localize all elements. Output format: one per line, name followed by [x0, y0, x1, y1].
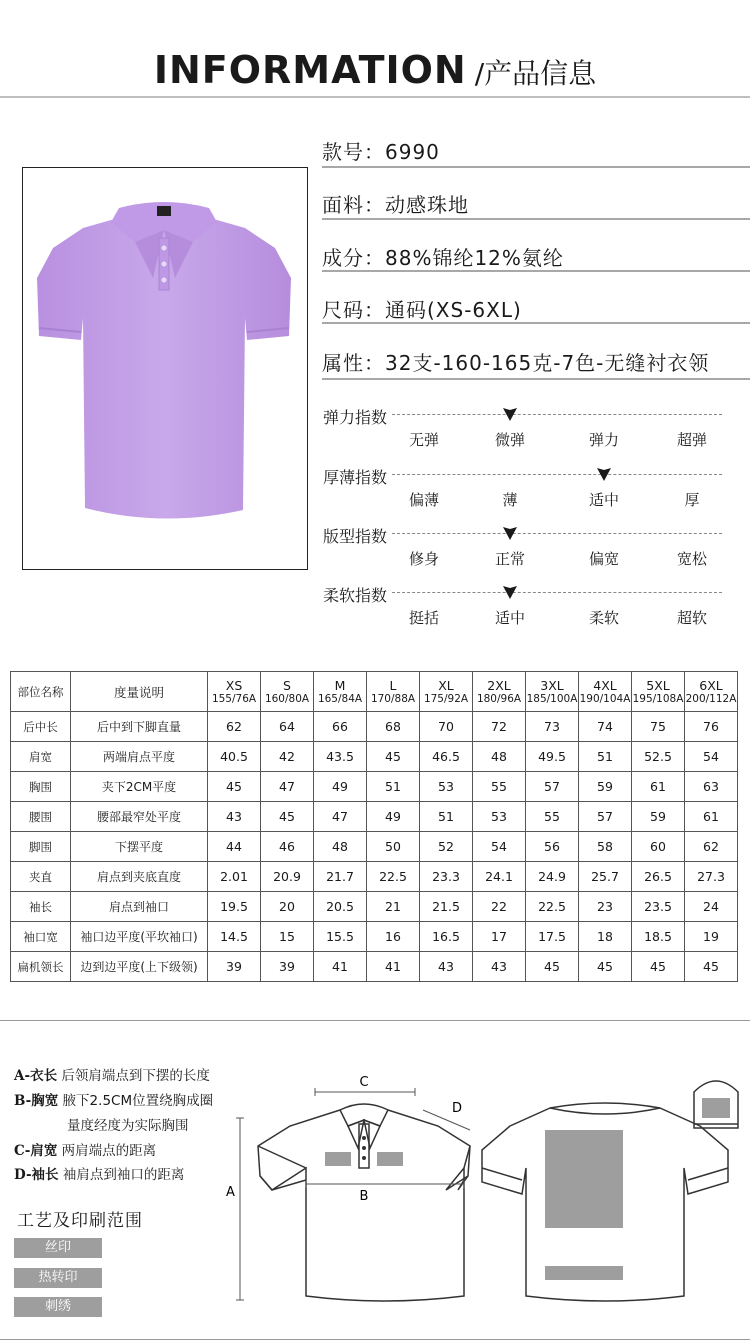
table-cell: 21.5 [420, 892, 473, 922]
table-row [11, 952, 738, 982]
table-cell: 42 [261, 742, 314, 772]
row-part: 脚围 [11, 832, 71, 862]
index-scale-line [392, 592, 722, 593]
info-size-range-text: 尺码：通码(XS-6XL) [322, 298, 522, 322]
table-cell: 52.5 [632, 742, 685, 772]
header-part: 部位名称 [11, 672, 71, 712]
table-cell: 55 [473, 772, 526, 802]
size-label: XL [438, 677, 454, 693]
size-label: S [283, 677, 291, 693]
title-en: INFORMATION [153, 48, 467, 92]
table-cell: 62 [208, 712, 261, 742]
size-code: 155/76A [211, 692, 257, 705]
header-size [685, 672, 738, 712]
row-part: 夹直 [11, 862, 71, 892]
table-cell: 26.5 [632, 862, 685, 892]
index-option: 正常 [494, 550, 525, 568]
table-row [11, 892, 738, 922]
size-label: 5XL [646, 677, 670, 693]
table-cell: 45 [579, 952, 632, 982]
legend-key: C-肩宽 [14, 1143, 58, 1159]
index-scale-line [392, 414, 722, 415]
row-part: 袖长 [11, 892, 71, 922]
table-cell: 20 [261, 892, 314, 922]
header-desc: 度量说明 [71, 672, 208, 712]
page-title [0, 48, 750, 92]
table-cell: 51 [367, 772, 420, 802]
table-cell: 25.7 [579, 862, 632, 892]
table-cell: 59 [632, 802, 685, 832]
table-cell: 74 [579, 712, 632, 742]
table-row [11, 862, 738, 892]
header-size [632, 672, 685, 712]
print-area-back-hem [545, 1266, 623, 1280]
header-size [208, 672, 261, 712]
table-cell: 55 [526, 802, 579, 832]
info-divider [322, 218, 750, 220]
table-row [11, 742, 738, 772]
legend-item [14, 1089, 213, 1109]
table-cell: 53 [473, 802, 526, 832]
table-cell: 49 [314, 772, 367, 802]
table-cell: 18.5 [632, 922, 685, 952]
selected-marker-icon [596, 466, 612, 482]
craft-title: 工艺及印刷范围 [17, 1211, 143, 1231]
info-composition-text: 成分：88%锦纶12%氨纶 [322, 246, 564, 270]
size-code: 185/100A [526, 692, 578, 705]
info-divider [322, 166, 750, 168]
info-attributes [322, 347, 750, 376]
legend-item [67, 1114, 189, 1134]
table-cell: 51 [420, 802, 473, 832]
table-cell: 22.5 [526, 892, 579, 922]
row-part: 肩宽 [11, 742, 71, 772]
dimension-label-c: C [359, 1075, 369, 1090]
row-desc: 肩点到夹底直度 [71, 862, 208, 892]
info-fabric-text: 面料：动感珠地 [322, 193, 469, 217]
table-cell: 45 [685, 952, 738, 982]
selected-marker-icon [502, 584, 518, 600]
index-scale-line [392, 533, 722, 534]
legend-text: 两肩端点的距离 [61, 1143, 157, 1159]
table-cell: 64 [261, 712, 314, 742]
table-cell: 47 [261, 772, 314, 802]
size-code: 175/92A [423, 692, 469, 705]
index-option: 适中 [588, 491, 619, 509]
size-table [10, 671, 738, 982]
table-cell: 27.3 [685, 862, 738, 892]
dimension-label-d: D [452, 1101, 463, 1116]
header-size [367, 672, 420, 712]
info-style-text: 款号：6990 [322, 140, 440, 164]
table-cell: 49 [367, 802, 420, 832]
size-code: 165/84A [317, 692, 363, 705]
table-cell: 73 [526, 712, 579, 742]
table-cell: 45 [632, 952, 685, 982]
row-part: 腰围 [11, 802, 71, 832]
size-label: 6XL [699, 677, 723, 693]
dimension-label-a: A [226, 1185, 235, 1200]
selected-marker-icon [502, 406, 518, 422]
table-cell: 17.5 [526, 922, 579, 952]
table-cell: 16.5 [420, 922, 473, 952]
table-cell: 40.5 [208, 742, 261, 772]
table-cell: 59 [579, 772, 632, 802]
table-cell: 46.5 [420, 742, 473, 772]
info-composition [322, 242, 750, 271]
table-cell: 47 [314, 802, 367, 832]
index-label: 版型指数 [323, 527, 388, 546]
table-cell: 68 [367, 712, 420, 742]
product-photo [22, 167, 308, 570]
print-area-back [545, 1130, 623, 1228]
table-cell: 45 [367, 742, 420, 772]
header-size [420, 672, 473, 712]
table-cell: 45 [526, 952, 579, 982]
header-size [261, 672, 314, 712]
row-desc: 夹下2CM平度 [71, 772, 208, 802]
table-cell: 41 [314, 952, 367, 982]
info-attributes-text: 属性：32支-160-165克-7色-无缝衬衣领 [322, 351, 710, 375]
header-size [579, 672, 632, 712]
craft-method-heat-transfer: 热转印 [14, 1268, 102, 1288]
table-row [11, 712, 738, 742]
section-divider [0, 1020, 750, 1021]
table-cell: 15 [261, 922, 314, 952]
table-cell: 19 [685, 922, 738, 952]
index-option: 修身 [408, 550, 439, 568]
table-cell: 56 [526, 832, 579, 862]
header-size [314, 672, 367, 712]
index-option: 宽松 [676, 550, 707, 568]
table-row [11, 802, 738, 832]
info-divider [322, 378, 750, 380]
index-option: 适中 [494, 609, 525, 627]
legend-key: A-衣长 [14, 1068, 58, 1084]
size-code: 195/108A [632, 692, 684, 705]
legend-text: 腋下2.5CM位置绕胸成圈 [62, 1093, 214, 1109]
table-cell: 20.9 [261, 862, 314, 892]
table-cell: 50 [367, 832, 420, 862]
header-size [526, 672, 579, 712]
polo-shirt-image [23, 168, 306, 568]
table-cell: 19.5 [208, 892, 261, 922]
table-row [11, 772, 738, 802]
table-cell: 43 [420, 952, 473, 982]
size-code: 200/112A [685, 692, 737, 705]
info-fabric [322, 189, 750, 218]
index-scale-line [392, 474, 722, 475]
table-cell: 45 [261, 802, 314, 832]
table-cell: 75 [632, 712, 685, 742]
index-label: 柔软指数 [323, 586, 388, 605]
table-cell: 22 [473, 892, 526, 922]
row-part: 后中长 [11, 712, 71, 742]
size-code: 180/96A [476, 692, 522, 705]
craft-method-embroidery: 刺绣 [14, 1297, 102, 1317]
table-cell: 17 [473, 922, 526, 952]
selected-marker-icon [502, 525, 518, 541]
table-cell: 23 [579, 892, 632, 922]
row-part: 胸围 [11, 772, 71, 802]
table-cell: 57 [579, 802, 632, 832]
size-label: M [334, 677, 346, 693]
table-cell: 24.1 [473, 862, 526, 892]
table-cell: 39 [261, 952, 314, 982]
header-size [473, 672, 526, 712]
measurement-diagram [220, 1068, 740, 1340]
size-label: 2XL [487, 677, 511, 693]
table-cell: 22.5 [367, 862, 420, 892]
table-cell: 58 [579, 832, 632, 862]
table-cell: 43.5 [314, 742, 367, 772]
index-label: 厚薄指数 [323, 468, 388, 487]
table-cell: 24.9 [526, 862, 579, 892]
legend-key: D-袖长 [14, 1167, 59, 1183]
legend-text: 袖肩点到袖口的距离 [62, 1167, 185, 1183]
size-label: 4XL [593, 677, 617, 693]
table-cell: 44 [208, 832, 261, 862]
table-cell: 57 [526, 772, 579, 802]
table-cell: 62 [685, 832, 738, 862]
table-cell: 21.7 [314, 862, 367, 892]
index-option: 薄 [502, 491, 518, 509]
craft-method-screen-print: 丝印 [14, 1238, 102, 1258]
legend-item [14, 1064, 210, 1084]
table-cell: 70 [420, 712, 473, 742]
dimension-label-b: B [359, 1189, 369, 1204]
table-cell: 2.01 [208, 862, 261, 892]
index-option: 偏薄 [408, 491, 439, 509]
table-cell: 66 [314, 712, 367, 742]
legend-text: 量度经度为实际胸围 [67, 1118, 189, 1134]
index-option: 超弹 [676, 431, 707, 449]
row-desc: 后中到下脚直量 [71, 712, 208, 742]
legend-key: B-胸宽 [14, 1093, 59, 1109]
header-divider [0, 96, 750, 98]
size-label: L [389, 677, 397, 693]
row-desc: 下摆平度 [71, 832, 208, 862]
table-cell: 43 [473, 952, 526, 982]
index-option: 挺括 [408, 609, 439, 627]
table-cell: 60 [632, 832, 685, 862]
table-cell: 46 [261, 832, 314, 862]
table-cell: 54 [473, 832, 526, 862]
table-cell: 24 [685, 892, 738, 922]
row-desc: 边到边平度(上下级领) [71, 952, 208, 982]
table-cell: 48 [473, 742, 526, 772]
table-cell: 49.5 [526, 742, 579, 772]
size-code: 170/88A [370, 692, 416, 705]
row-desc: 腰部最窄处平度 [71, 802, 208, 832]
print-area-cap [702, 1098, 730, 1118]
index-option: 偏宽 [588, 550, 619, 568]
table-cell: 61 [685, 802, 738, 832]
row-desc: 两端肩点平度 [71, 742, 208, 772]
table-cell: 51 [579, 742, 632, 772]
index-option: 弹力 [588, 431, 619, 449]
index-option: 柔软 [588, 609, 619, 627]
row-desc: 袖口边平度(平坎袖口) [71, 922, 208, 952]
table-cell: 41 [367, 952, 420, 982]
row-part: 扁机领长 [11, 952, 71, 982]
info-divider [322, 322, 750, 324]
table-cell: 23.5 [632, 892, 685, 922]
table-cell: 14.5 [208, 922, 261, 952]
table-header-row [11, 672, 738, 712]
table-cell: 61 [632, 772, 685, 802]
info-style [322, 136, 750, 165]
info-divider [322, 270, 750, 272]
table-row [11, 922, 738, 952]
index-option: 微弹 [494, 431, 525, 449]
table-cell: 23.3 [420, 862, 473, 892]
print-area-right-chest [377, 1152, 403, 1166]
table-cell: 72 [473, 712, 526, 742]
row-part: 袖口宽 [11, 922, 71, 952]
index-option: 无弹 [408, 431, 439, 449]
size-code: 160/80A [264, 692, 310, 705]
size-label: 3XL [540, 677, 564, 693]
legend-text: 后领肩端点到下摆的长度 [61, 1068, 210, 1084]
table-cell: 15.5 [314, 922, 367, 952]
table-cell: 20.5 [314, 892, 367, 922]
table-cell: 76 [685, 712, 738, 742]
table-row [11, 832, 738, 862]
info-size-range [322, 294, 750, 323]
table-cell: 45 [208, 772, 261, 802]
table-cell: 39 [208, 952, 261, 982]
bottom-divider [0, 1339, 750, 1340]
table-cell: 53 [420, 772, 473, 802]
table-cell: 54 [685, 742, 738, 772]
print-area-left-chest [325, 1152, 351, 1166]
legend-item [14, 1163, 184, 1183]
table-cell: 18 [579, 922, 632, 952]
table-cell: 48 [314, 832, 367, 862]
size-label: XS [225, 677, 243, 693]
index-label: 弹力指数 [323, 408, 388, 427]
title-zh: /产品信息 [474, 57, 597, 90]
table-cell: 52 [420, 832, 473, 862]
legend-item [14, 1139, 156, 1159]
table-cell: 43 [208, 802, 261, 832]
table-cell: 16 [367, 922, 420, 952]
table-cell: 63 [685, 772, 738, 802]
index-option: 超软 [676, 609, 707, 627]
row-desc: 肩点到袖口 [71, 892, 208, 922]
size-code: 190/104A [579, 692, 631, 705]
table-cell: 21 [367, 892, 420, 922]
index-option: 厚 [684, 491, 700, 509]
